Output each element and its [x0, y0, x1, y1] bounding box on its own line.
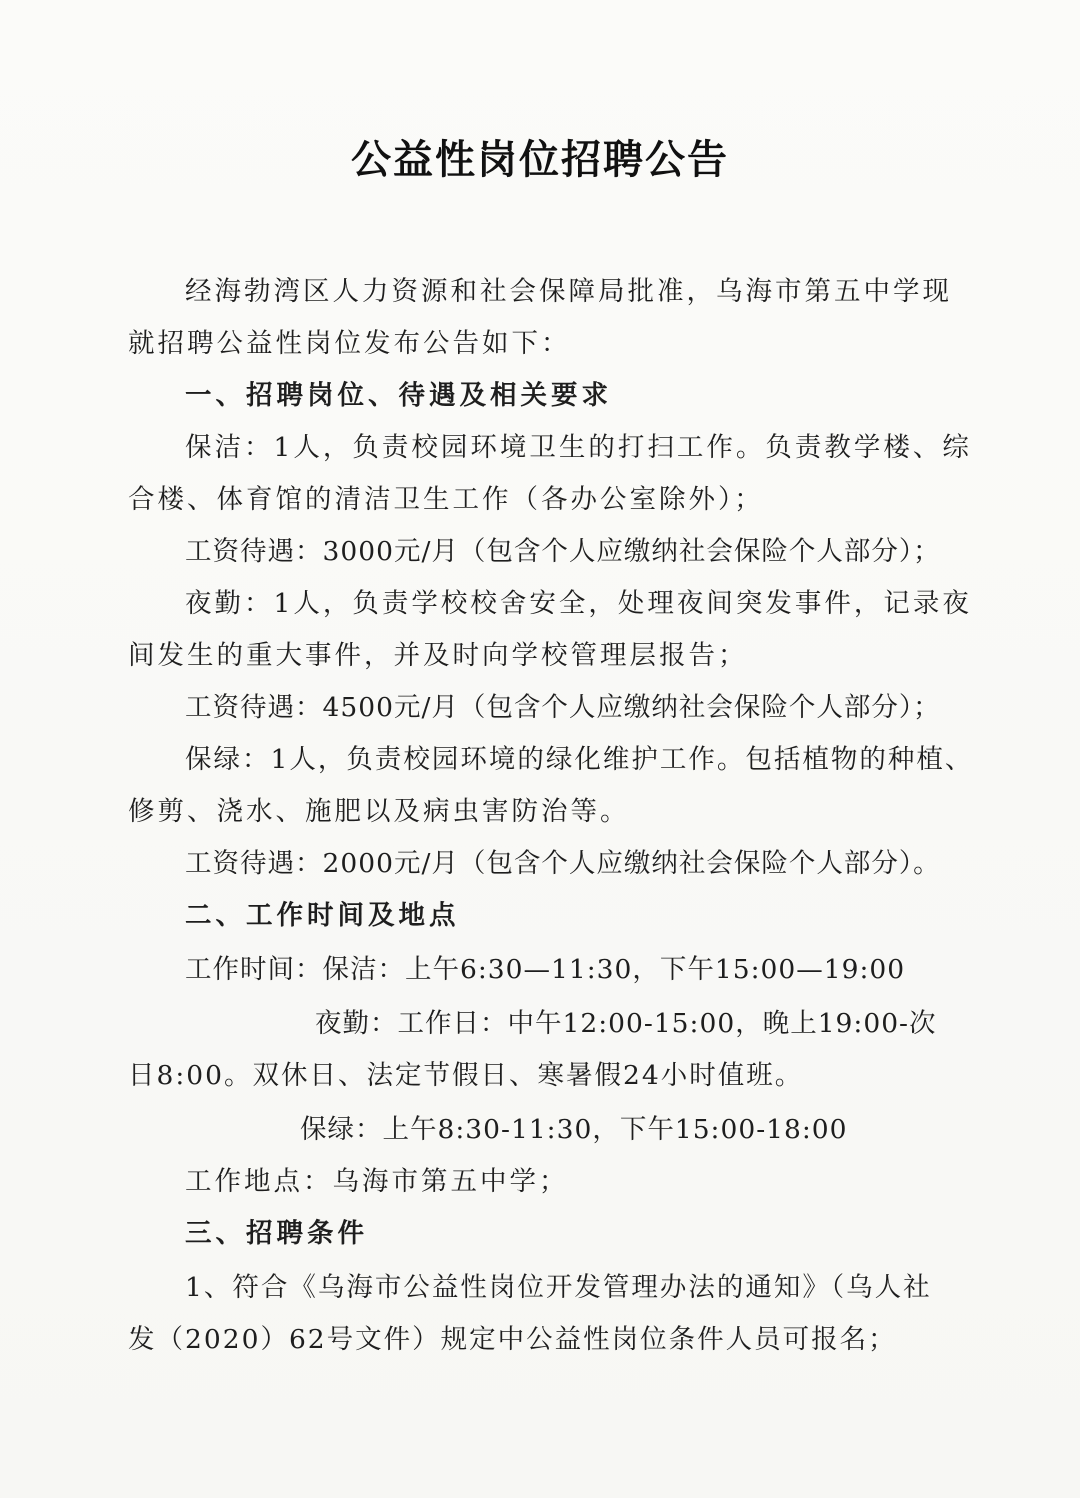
paragraph-line: 工资待遇：3000元/月（包含个人应缴纳社会保险个人部分）；	[185, 536, 941, 567]
paragraph-line: 夜勤：1人，负责学校校舍安全，处理夜间突发事件，记录夜	[185, 588, 972, 619]
paragraph-line: 发（2020）62号文件）规定中公益性岗位条件人员可报名；	[128, 1324, 897, 1355]
paragraph-line: 就招聘公益性岗位发布公告如下：	[128, 328, 571, 359]
document-title: 公益性岗位招聘公告	[351, 136, 729, 183]
paragraph-line: 夜勤：工作日：中午12:00-15:00，晚上19:00-次	[315, 1008, 937, 1039]
paragraph-line: 日8:00。双休日、法定节假日、寒暑假24小时值班。	[128, 1060, 804, 1091]
paragraph-line: 保绿：上午8:30-11:30，下午15:00-18:00	[300, 1114, 848, 1145]
paragraph-line: 经海勃湾区人力资源和社会保障局批准，乌海市第五中学现	[185, 276, 952, 307]
paragraph-line: 修剪、浇水、施肥以及病虫害防治等。	[128, 796, 630, 827]
paragraph-line: 保洁：1人，负责校园环境卫生的打扫工作。负责教学楼、综	[185, 432, 972, 463]
section-heading-3: 三、招聘条件	[185, 1218, 368, 1249]
paragraph-line: 保绿：1人，负责校园环境的绿化维护工作。包括植物的种植、	[185, 744, 974, 775]
paragraph-line: 工作时间：保洁：上午6:30—11:30，下午15:00—19:00	[185, 954, 906, 985]
paragraph-line: 工作地点：乌海市第五中学；	[185, 1166, 569, 1197]
paragraph-line: 合楼、体育馆的清洁卫生工作（各办公室除外）；	[128, 484, 764, 515]
paragraph-line: 工资待遇：4500元/月（包含个人应缴纳社会保险个人部分）；	[185, 692, 941, 723]
paragraph-line: 间发生的重大事件，并及时向学校管理层报告；	[128, 640, 748, 671]
paragraph-line: 工资待遇：2000元/月（包含个人应缴纳社会保险个人部分）。	[185, 848, 941, 879]
section-heading-2: 二、工作时间及地点	[185, 900, 460, 931]
section-heading-1: 一、招聘岗位、待遇及相关要求	[185, 380, 612, 411]
paragraph-line: 1、符合《乌海市公益性岗位开发管理办法的通知》（乌人社	[185, 1272, 932, 1303]
